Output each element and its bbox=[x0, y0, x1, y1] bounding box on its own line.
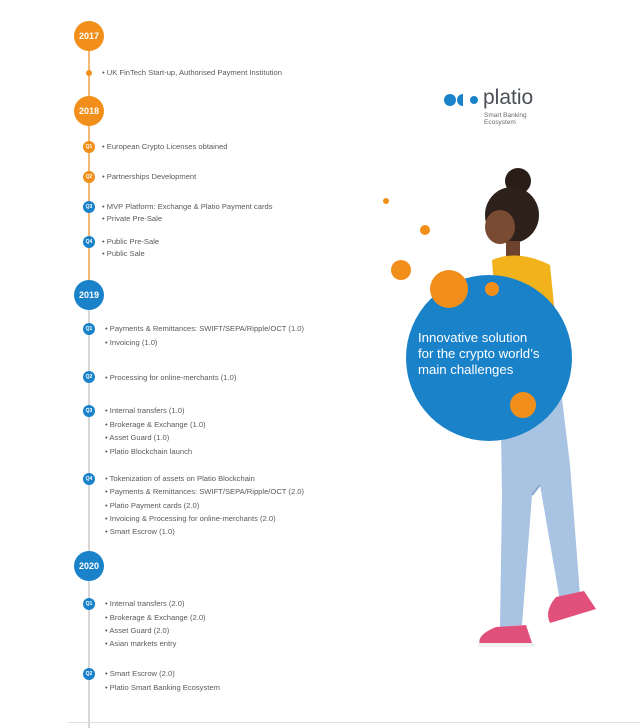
platio-tagline-1: Smart Banking bbox=[484, 112, 527, 119]
bottom-divider bbox=[68, 722, 640, 723]
item-2019-q3-1: • Brokerage & Exchange (1.0) bbox=[105, 420, 206, 429]
year-badge-2018: 2018 bbox=[74, 96, 104, 126]
item-2020-q2-0: • Smart Escrow (2.0) bbox=[105, 669, 175, 678]
item-2019-q4-1: • Payments & Remittances: SWIFT/SEPA/Ripple/OCT (2.0) bbox=[105, 487, 305, 496]
item-2018-q1-0: • European Crypto Licenses obtained bbox=[102, 142, 228, 151]
item-2019-q1-1: • Invoicing (1.0) bbox=[105, 338, 158, 347]
timeline-dot bbox=[86, 70, 92, 76]
item-2020-q1-3: • Asian markets entry bbox=[105, 639, 177, 648]
decorative-circle bbox=[383, 198, 389, 204]
quarter-badge-2020-q1: Q1 bbox=[83, 598, 95, 610]
quarter-badge-2018-q1: Q1 bbox=[83, 141, 95, 153]
decorative-circle bbox=[510, 392, 536, 418]
decorative-circle bbox=[391, 260, 411, 280]
item-2019-q4-3: • Invoicing & Processing for online-merchants (2.0) bbox=[105, 514, 276, 523]
platio-tagline-2: Ecosystem bbox=[484, 119, 516, 126]
decorative-circle bbox=[485, 282, 499, 296]
year-badge-2020: 2020 bbox=[74, 551, 104, 581]
item-2019-q4-2: • Platio Payment cards (2.0) bbox=[105, 501, 200, 510]
year-badge-2017: 2017 bbox=[74, 21, 104, 51]
item-2020-q1-0: • Internal transfers (2.0) bbox=[105, 599, 185, 608]
item-2019-q1-0: • Payments & Remittances: SWIFT/SEPA/Ripple/OCT (1.0) bbox=[105, 324, 305, 333]
quarter-badge-2018-q3: Q3 bbox=[83, 201, 95, 213]
item-2018-q4-0: • Public Pre-Sale bbox=[102, 237, 160, 246]
quarter-badge-2019-q1: Q1 bbox=[83, 323, 95, 335]
platio-logo bbox=[443, 86, 583, 132]
hero-line-1: Innovative solution bbox=[418, 330, 528, 345]
item-2018-q3-0: • MVP Platform: Exchange & Platio Payment cards bbox=[102, 202, 273, 211]
quarter-badge-2018-q4: Q4 bbox=[83, 236, 95, 248]
item-2020-q1-1: • Brokerage & Exchange (2.0) bbox=[105, 613, 206, 622]
item-2019-q2-0: • Processing for online-merchants (1.0) bbox=[105, 373, 237, 382]
decorative-circle bbox=[430, 270, 468, 308]
decorative-circle bbox=[420, 225, 430, 235]
item-2019-q3-0: • Internal transfers (1.0) bbox=[105, 406, 185, 415]
platio-wordmark: platio bbox=[483, 86, 534, 109]
item-2019-q3-2: • Asset Guard (1.0) bbox=[105, 433, 170, 442]
item-2017-0: • UK FinTech Start-up, Authorised Payment Institution bbox=[102, 68, 282, 77]
item-2018-q3-1: • Private Pre-Sale bbox=[102, 214, 163, 223]
item-2018-q4-1: • Public Sale bbox=[102, 249, 145, 258]
item-2019-q3-3: • Platio Blockchain launch bbox=[105, 447, 193, 456]
timeline-line-2019-2020 bbox=[88, 282, 90, 728]
item-2019-q4-0: • Tokenization of assets on Platio Blockchain bbox=[105, 474, 255, 483]
item-2019-q4-4: • Smart Escrow (1.0) bbox=[105, 527, 175, 536]
quarter-badge-2018-q2: Q2 bbox=[83, 171, 95, 183]
item-2020-q2-1: • Platio Smart Banking Ecosystem bbox=[105, 683, 220, 692]
quarter-badge-2019-q2: Q2 bbox=[83, 371, 95, 383]
year-badge-2019: 2019 bbox=[74, 280, 104, 310]
quarter-badge-2019-q4: Q4 bbox=[83, 473, 95, 485]
platio-logo-icon bbox=[443, 90, 485, 110]
hero-line-2: for the crypto world’s bbox=[418, 346, 540, 361]
hero-line-3: main challenges bbox=[418, 362, 514, 377]
hero-text bbox=[418, 330, 539, 378]
quarter-badge-2020-q2: Q2 bbox=[83, 668, 95, 680]
item-2018-q2-0: • Partnerships Development bbox=[102, 172, 197, 181]
quarter-badge-2019-q3: Q3 bbox=[83, 405, 95, 417]
item-2020-q1-2: • Asset Guard (2.0) bbox=[105, 626, 170, 635]
